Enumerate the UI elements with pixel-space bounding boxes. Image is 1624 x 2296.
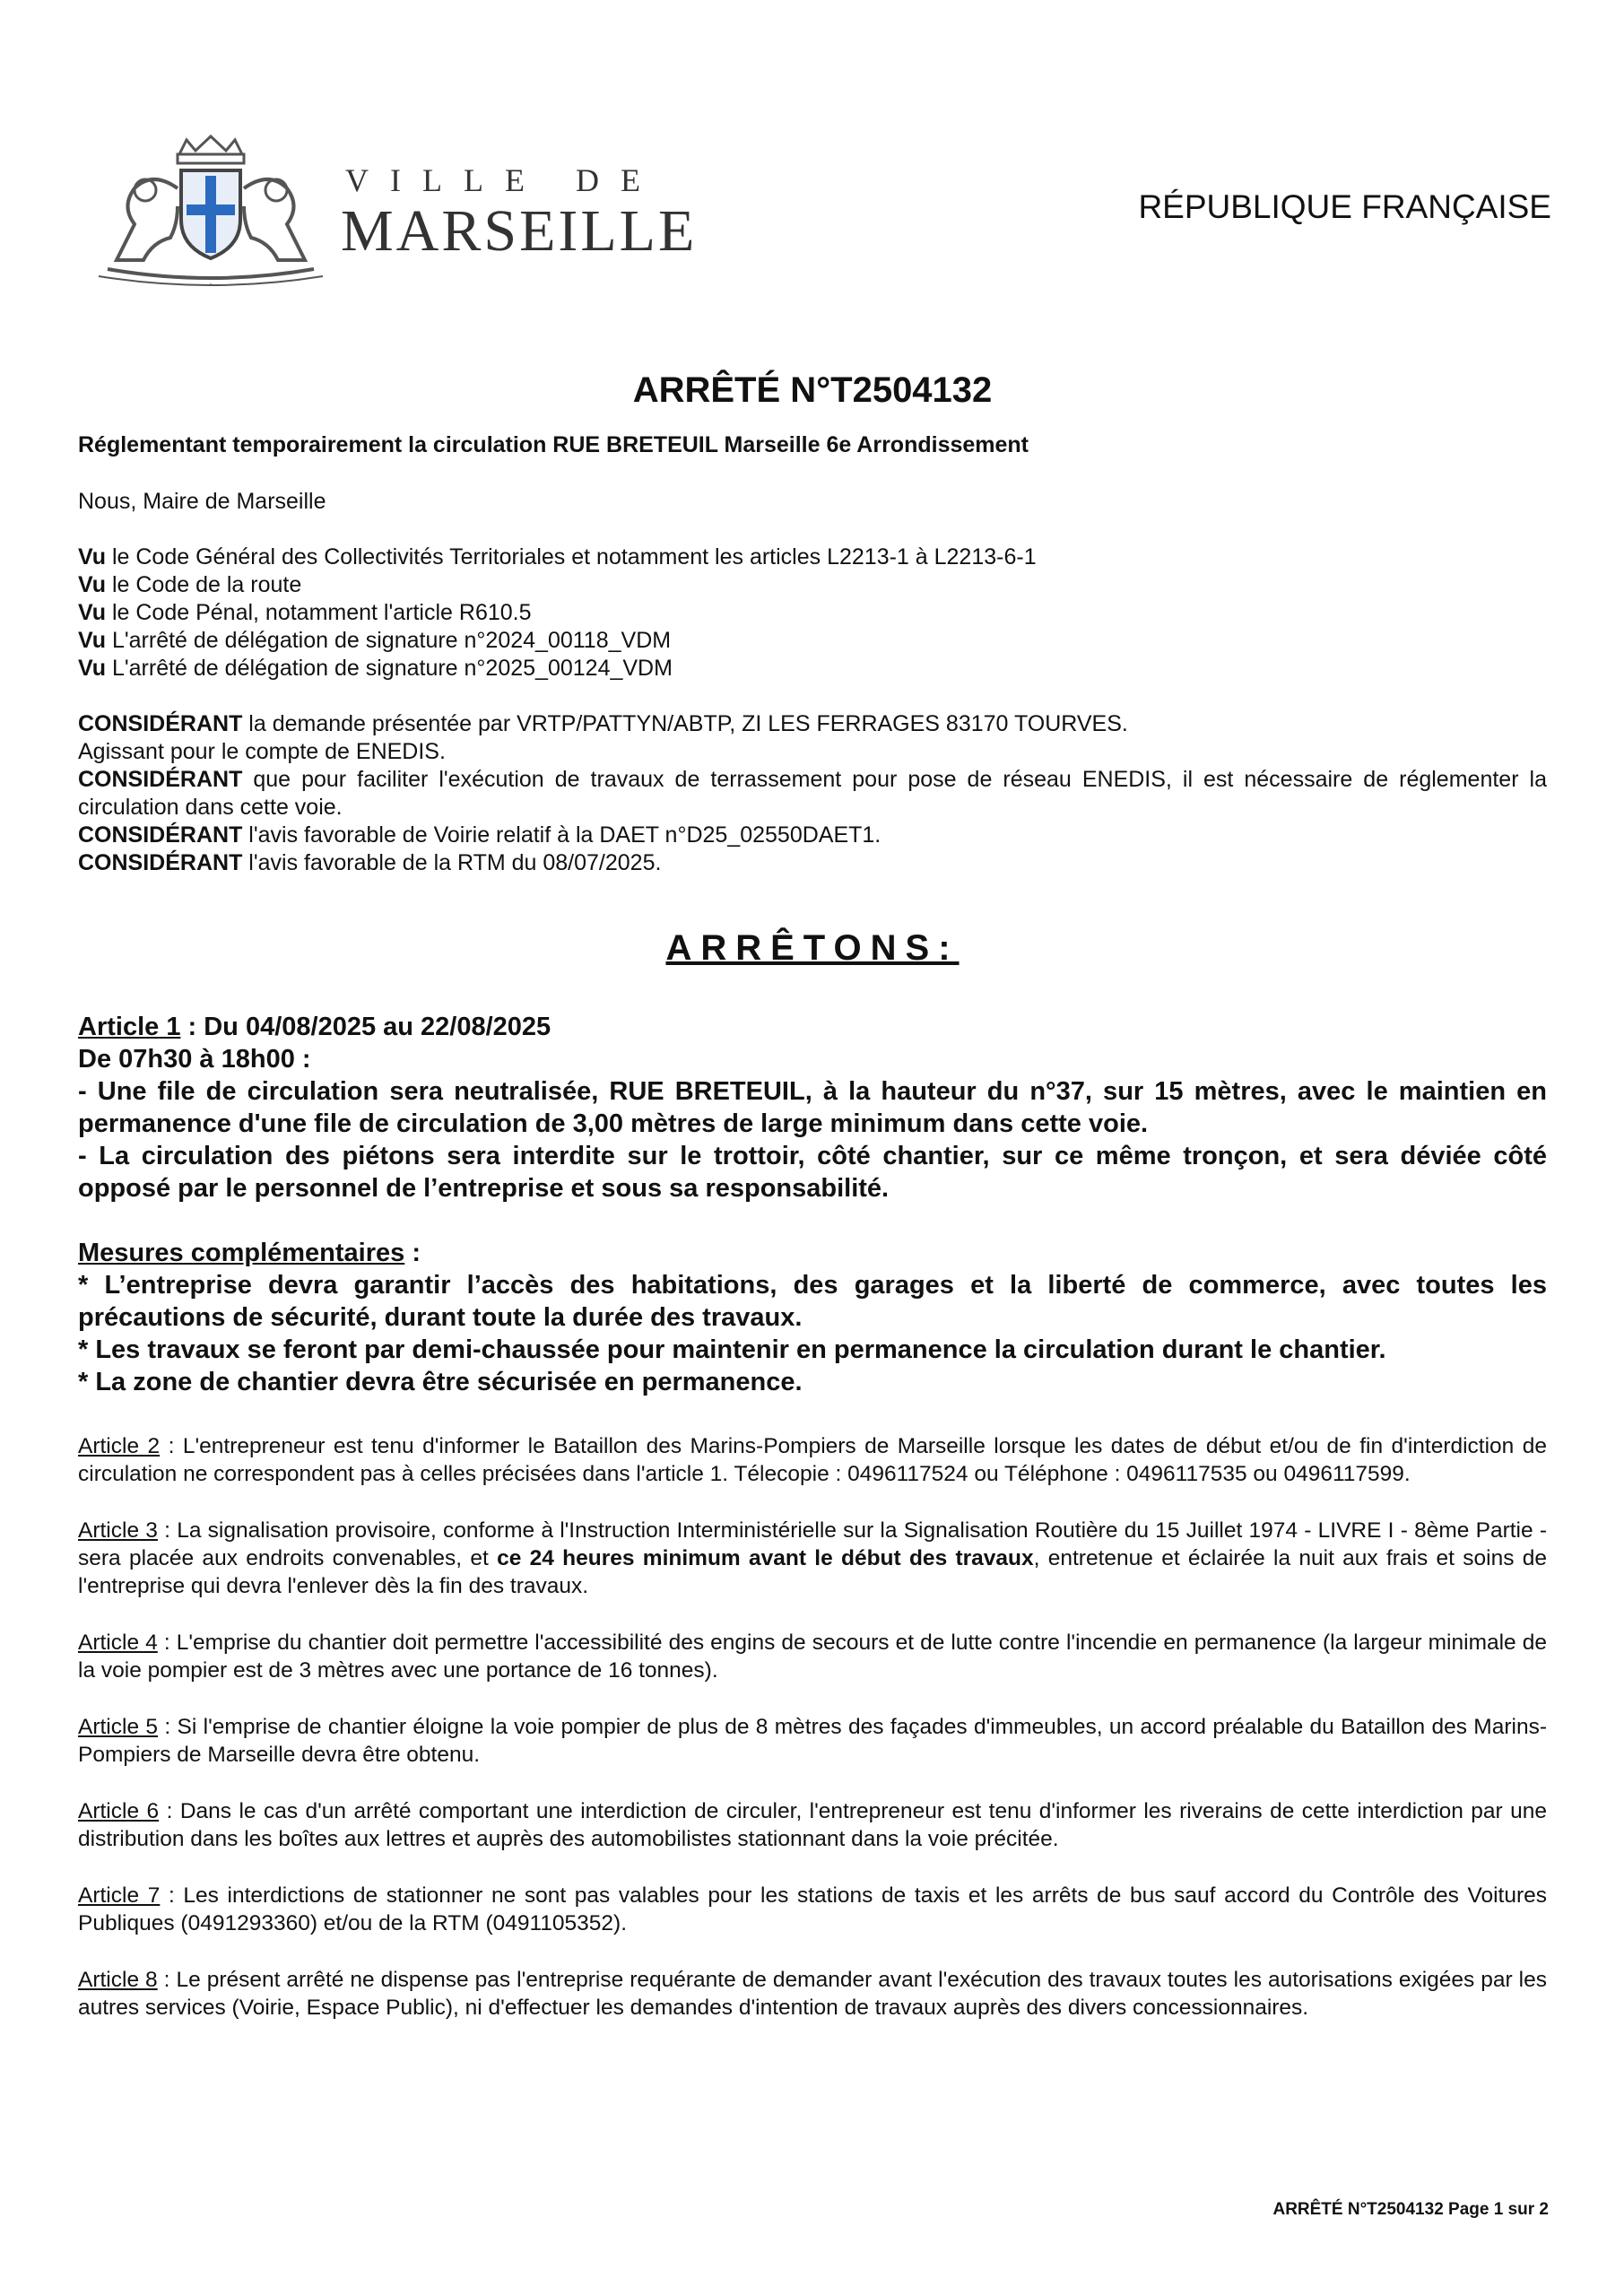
article-7: Article 7 : Les interdictions de stationner ne sont pas valables pour les stations de taxis et les arrêts de bus sauf accord du Contrôle des Voitures Publiques (0491293360) et/ou de la RTM (0491105352).: [78, 1883, 1547, 1935]
logo-line-ville-de: VILLE DE: [345, 162, 662, 198]
considerant-1-line2: Agissant pour le compte de ENEDIS.: [78, 739, 446, 764]
considerant-1: CONSIDÉRANT la demande présentée par VRTP/PATTYN/ABTP, ZI LES FERRAGES 83170 TOURVES.: [78, 711, 1128, 736]
vu-item: Vu le Code de la route: [78, 572, 302, 597]
article-8: Article 8 : Le présent arrêté ne dispense pas l'entreprise requérante de demander avant l'exécution des travaux toutes les autorisations exigées par les autres services (Voirie, Espace Public), ni d'effectuer les demandes d'intention de travaux auprès des divers concessionnaires.: [78, 1968, 1547, 2020]
considerant-2: CONSIDÉRANT que pour faciliter l'exécution de travaux de terrassement pour pose de réseau ENEDIS, il est nécessaire de réglementer la circulation dans cette voie.: [78, 767, 1547, 820]
svg-text:·: ·: [209, 280, 213, 290]
article-2: Article 2 : L'entrepreneur est tenu d'informer le Bataillon des Marins-Pompiers de Marseille lorsque les dates de début et/ou de fin d'interdiction de circulation ne correspondent pas à celles précisées dans l'article 1. Télecopie : 0496117524 ou Téléphone : 0496117535 ou 0496117599.: [78, 1434, 1547, 1486]
mesure-1: * L’entreprise devra garantir l’accès des habitations, des garages et la liberté de commerce, avec toutes les précautions de sécurité, durant toute la durée des travaux.: [78, 1271, 1547, 1332]
logo-line-marseille: MARSEILLE: [341, 198, 698, 264]
vu-item: Vu L'arrêté de délégation de signature n°2024_00118_VDM: [78, 628, 672, 653]
document-title: ARRÊTÉ N°T2504132: [632, 370, 993, 410]
vu-item: Vu L'arrêté de délégation de signature n°2025_00124_VDM: [78, 656, 673, 681]
page-footer: ARRÊTÉ N°T2504132 Page 1 sur 2: [1272, 2200, 1549, 2219]
article-4: Article 4 : L'emprise du chantier doit permettre l'accessibilité des engins de secours et de lutte contre l'incendie en permanence (la largeur minimale de la voie pompier est de 3 mètres avec une portance de 16 tonnes).: [78, 1631, 1547, 1683]
document-body: [78, 370, 1547, 2022]
mesures-heading: Mesures complémentaires :: [78, 1239, 421, 1267]
article-3: Article 3 : La signalisation provisoire, conforme à l'Instruction Interministérielle sur la Signalisation Routière du 15 Juillet 1974 - LIVRE I - 8ème Partie - sera placée aux endroits convenables, et ce 24 heures minimum avant le début des travaux, entretenue et éclairée la nuit aux frais et soins de l'entreprise qui devra l'enlever dès la fin des travaux.: [78, 1518, 1547, 1598]
header: [81, 135, 1551, 296]
mesure-3: * La zone de chantier devra être sécurisée en permanence.: [78, 1368, 803, 1396]
vu-list: [78, 544, 1547, 683]
marseille-crest-logo: [81, 135, 341, 291]
vu-item: Vu le Code Général des Collectivités Territoriales et notamment les articles L2213-1 à L2213-6-1: [78, 544, 1037, 570]
republique-francaise: RÉPUBLIQUE FRANÇAISE: [1138, 188, 1551, 225]
considerants: [78, 710, 1547, 877]
arretons-heading: ARRÊTONS:: [665, 928, 960, 968]
vu-item: Vu le Code Pénal, notamment l'article R610.5: [78, 600, 532, 625]
considerant-4: CONSIDÉRANT l'avis favorable de la RTM du 08/07/2025.: [78, 850, 662, 875]
considerant-3: CONSIDÉRANT l'avis favorable de Voirie relatif à la DAET n°D25_02550DAET1.: [78, 822, 881, 848]
article-1-point-2: - La circulation des piétons sera interdite sur le trottoir, côté chantier, sur ce même tronçon, et sera déviée côté opposé par le personnel de l’entreprise et sous sa responsabilité.: [78, 1142, 1547, 1203]
article-1-dates: Article 1 : Du 04/08/2025 au 22/08/2025: [78, 1013, 551, 1041]
mesure-2: * Les travaux se feront par demi-chaussée pour maintenir en permanence la circulation durant le chantier.: [78, 1335, 1386, 1364]
article-5: Article 5 : Si l'emprise de chantier éloigne la voie pompier de plus de 8 mètres des façades d'immeubles, un accord préalable du Bataillon des Marins-Pompiers de Marseille devra être obtenu.: [78, 1715, 1547, 1767]
article-1-point-1: - Une file de circulation sera neutralisée, RUE BRETEUIL, à la hauteur du n°37, sur 15 mètres, avec le maintien en permanence d'une file de circulation de 3,00 mètres de large minimum dans cette voie.: [78, 1077, 1547, 1138]
article-1-hours: De 07h30 à 18h00 :: [78, 1045, 311, 1074]
articles-list: [78, 1432, 1547, 2022]
article-6: Article 6 : Dans le cas d'un arrêté comportant une interdiction de circuler, l'entrepreneur est tenu d'informer les riverains de cette interdiction par une distribution dans les boîtes aux lettres et auprès des automobilistes stationnant dans la voie précitée.: [78, 1799, 1547, 1851]
intro: Nous, Maire de Marseille: [78, 489, 326, 514]
article-1: [78, 1011, 1547, 1398]
document-subtitle: Réglementant temporairement la circulation RUE BRETEUIL Marseille 6e Arrondissement: [78, 432, 1029, 457]
